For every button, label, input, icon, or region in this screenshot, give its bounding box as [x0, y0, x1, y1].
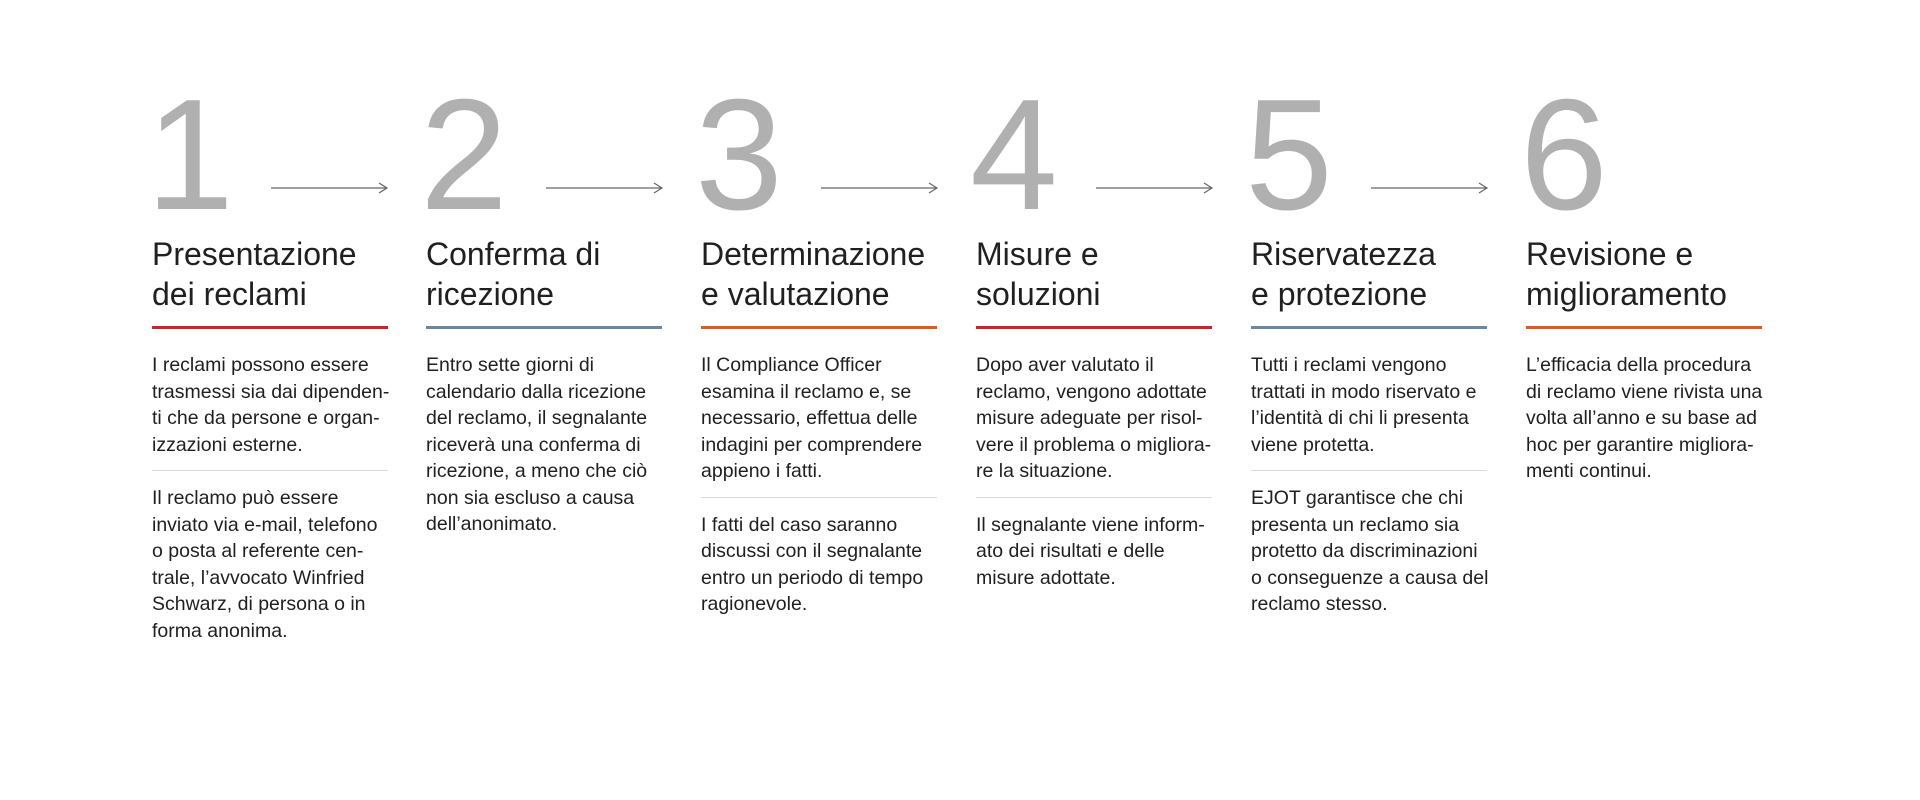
step-title: Revisione e miglioramento — [1526, 236, 1727, 312]
step-title: Misure e soluzioni — [976, 236, 1101, 312]
step-accent-rule — [976, 326, 1212, 329]
step-accent-rule — [1526, 326, 1762, 329]
step-accent-rule — [1251, 326, 1487, 329]
step-title: Determinazione e valutazione — [701, 236, 926, 312]
paragraph-divider — [1251, 470, 1487, 471]
step-description — [976, 352, 1216, 591]
arrow-right-icon — [820, 178, 940, 198]
step-paragraph: Il Compliance Officer esamina il reclamo e, se necessario, effettua delle indagini per comprendere appieno i fatti. — [701, 354, 923, 482]
arrow-right-icon — [1370, 178, 1490, 198]
step-paragraph: I reclami possono essere trasmessi sia dai dipenden- ti che da persone e organ- izzazioni esterne. — [152, 354, 390, 456]
step-paragraph: L’efficacia della procedura di reclamo viene rivista una volta all’anno e su base ad hoc per garantire migliora- menti continui. — [1526, 354, 1763, 482]
step-accent-rule — [152, 326, 388, 329]
step-paragraph: Entro sette giorni di calendario dalla ricezione del reclamo, il segnalante riceverà una conferma di ricezione, a meno che ciò non sia escluso a causa dell’anonimato. — [426, 354, 648, 535]
paragraph-divider — [976, 497, 1212, 498]
step-description — [152, 352, 392, 644]
step-title: Riservatezza e protezione — [1251, 236, 1436, 312]
step-paragraph: EJOT garantisce che chi presenta un reclamo sia protetto da discriminazioni o conseguenze a causa del reclamo stesso. — [1251, 487, 1489, 615]
step-number: 3 — [695, 67, 781, 243]
arrow-right-icon — [545, 178, 665, 198]
step-accent-rule — [426, 326, 662, 329]
step-paragraph: Il segnalante viene inform- ato dei risultati e delle misure adottate. — [976, 513, 1205, 589]
arrow-right-icon — [1095, 178, 1215, 198]
step-paragraph: I fatti del caso saranno discussi con il segnalante entro un periodo di tempo ragionevole. — [701, 513, 924, 615]
step-paragraph: Il reclamo può essere inviato via e-mail, telefono o posta al referente cen- trale, l’avvocato Winfried Schwarz, di persona o in forma anonima. — [152, 487, 378, 642]
step-description — [701, 352, 941, 618]
step-paragraph: Dopo aver valutato il reclamo, vengono adottate misure adeguate per risol- vere il problema o migliora- re la situazione. — [976, 354, 1212, 482]
step-title: Presentazione dei reclami — [152, 236, 357, 312]
step-description — [1251, 352, 1491, 618]
step-number: 6 — [1520, 67, 1606, 243]
step-accent-rule — [701, 326, 937, 329]
step-title: Conferma di ricezione — [426, 236, 601, 312]
step-number: 4 — [970, 67, 1056, 243]
step-paragraph: Tutti i reclami vengono trattati in modo riservato e l’identità di chi li presenta viene protetta. — [1251, 354, 1477, 456]
arrow-right-icon — [270, 178, 390, 198]
paragraph-divider — [701, 497, 937, 498]
paragraph-divider — [152, 470, 388, 471]
step-number: 2 — [420, 67, 506, 243]
step-description — [1526, 352, 1766, 485]
step-description — [426, 352, 666, 538]
step-number: 5 — [1245, 67, 1331, 243]
step-number: 1 — [146, 67, 232, 243]
